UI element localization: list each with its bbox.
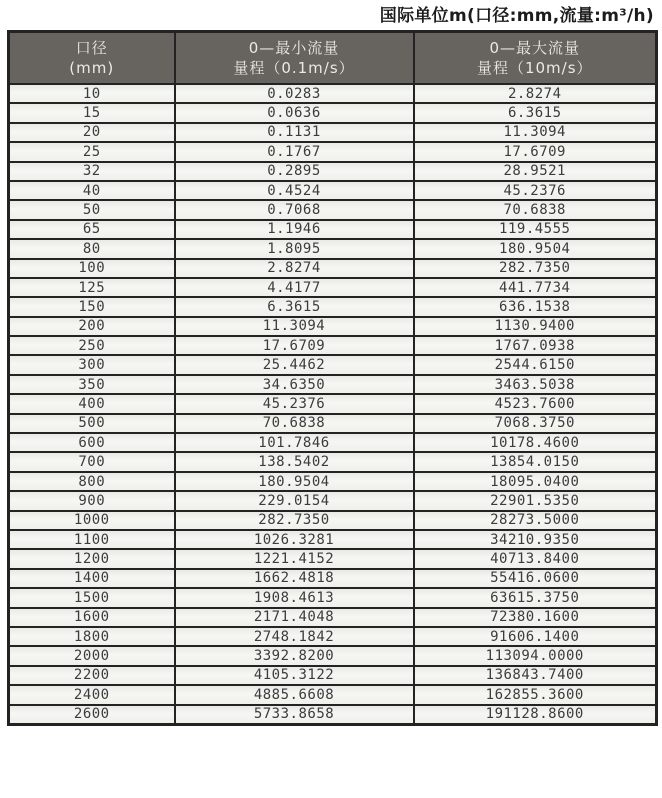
diameter-cell: 100 <box>9 259 175 278</box>
table-row <box>9 569 657 588</box>
max-flow-cell: 45.2376 <box>414 181 657 200</box>
min-flow-cell: 282.7350 <box>175 511 414 530</box>
table-row <box>9 414 657 433</box>
table-row <box>9 239 657 258</box>
min-flow-cell: 5733.8658 <box>175 705 414 725</box>
diameter-cell: 700 <box>9 452 175 471</box>
table-row <box>9 317 657 336</box>
max-flow-cell: 4523.7600 <box>414 394 657 413</box>
max-flow-cell: 3463.5038 <box>414 375 657 394</box>
table-row <box>9 336 657 355</box>
max-flow-cell: 63615.3750 <box>414 588 657 607</box>
diameter-cell: 2000 <box>9 646 175 665</box>
col-header-min-flow-line2: 量程（0.1m/s） <box>233 59 355 77</box>
min-flow-cell: 4105.3122 <box>175 666 414 685</box>
header-row <box>9 32 657 85</box>
max-flow-cell: 2.8274 <box>414 84 657 103</box>
table-row <box>9 123 657 142</box>
max-flow-cell: 40713.8400 <box>414 549 657 568</box>
diameter-cell: 400 <box>9 394 175 413</box>
min-flow-cell: 17.6709 <box>175 336 414 355</box>
col-header-diameter-line1: 口径 <box>75 38 108 57</box>
max-flow-cell: 1767.0938 <box>414 336 657 355</box>
max-flow-cell: 55416.0600 <box>414 569 657 588</box>
col-header-diameter-line2: (mm) <box>69 59 115 77</box>
min-flow-cell: 0.2895 <box>175 162 414 181</box>
max-flow-cell: 162855.3600 <box>414 685 657 704</box>
max-flow-cell: 441.7734 <box>414 278 657 297</box>
max-flow-cell: 72380.1600 <box>414 608 657 627</box>
diameter-cell: 1000 <box>9 511 175 530</box>
diameter-cell: 15 <box>9 103 175 122</box>
max-flow-cell: 180.9504 <box>414 239 657 258</box>
diameter-cell: 1200 <box>9 549 175 568</box>
max-flow-cell: 13854.0150 <box>414 452 657 471</box>
diameter-cell: 1800 <box>9 627 175 646</box>
col-header-max-flow-line2: 量程（10m/s） <box>476 59 593 77</box>
table-row <box>9 685 657 704</box>
max-flow-cell: 113094.0000 <box>414 646 657 665</box>
diameter-cell: 2400 <box>9 685 175 704</box>
min-flow-cell: 138.5402 <box>175 452 414 471</box>
diameter-cell: 600 <box>9 433 175 452</box>
max-flow-cell: 18095.0400 <box>414 472 657 491</box>
diameter-cell: 1600 <box>9 608 175 627</box>
diameter-cell: 80 <box>9 239 175 258</box>
diameter-cell: 250 <box>9 336 175 355</box>
diameter-cell: 20 <box>9 123 175 142</box>
max-flow-cell: 28.9521 <box>414 162 657 181</box>
min-flow-cell: 25.4462 <box>175 355 414 374</box>
diameter-cell: 1100 <box>9 530 175 549</box>
max-flow-cell: 191128.8600 <box>414 705 657 725</box>
min-flow-cell: 4.4177 <box>175 278 414 297</box>
table-row <box>9 375 657 394</box>
max-flow-cell: 70.6838 <box>414 200 657 219</box>
col-header-min-flow <box>175 32 414 85</box>
min-flow-cell: 229.0154 <box>175 491 414 510</box>
min-flow-cell: 70.6838 <box>175 414 414 433</box>
max-flow-cell: 34210.9350 <box>414 530 657 549</box>
page-title: 国际单位m(口径:mm,流量:m³/h) <box>379 6 654 26</box>
table-row <box>9 200 657 219</box>
max-flow-cell: 22901.5350 <box>414 491 657 510</box>
max-flow-cell: 10178.4600 <box>414 433 657 452</box>
min-flow-cell: 6.3615 <box>175 297 414 316</box>
diameter-cell: 800 <box>9 472 175 491</box>
min-flow-cell: 1908.4613 <box>175 588 414 607</box>
min-flow-cell: 34.6350 <box>175 375 414 394</box>
table-row <box>9 433 657 452</box>
diameter-cell: 150 <box>9 297 175 316</box>
col-header-diameter <box>9 32 175 85</box>
min-flow-cell: 0.7068 <box>175 200 414 219</box>
table-row <box>9 472 657 491</box>
diameter-cell: 25 <box>9 142 175 161</box>
min-flow-cell: 4885.6608 <box>175 685 414 704</box>
table-body <box>9 84 657 724</box>
min-flow-cell: 2171.4048 <box>175 608 414 627</box>
flow-range-table <box>7 30 658 726</box>
col-header-max-flow-line1: 0—最大流量 <box>489 38 581 57</box>
table-row <box>9 355 657 374</box>
table-row <box>9 491 657 510</box>
min-flow-cell: 101.7846 <box>175 433 414 452</box>
max-flow-cell: 17.6709 <box>414 142 657 161</box>
table-row <box>9 297 657 316</box>
max-flow-cell: 136843.7400 <box>414 666 657 685</box>
min-flow-cell: 180.9504 <box>175 472 414 491</box>
diameter-cell: 125 <box>9 278 175 297</box>
min-flow-cell: 1.8095 <box>175 239 414 258</box>
table-row <box>9 278 657 297</box>
diameter-cell: 1500 <box>9 588 175 607</box>
diameter-cell: 50 <box>9 200 175 219</box>
min-flow-cell: 2748.1842 <box>175 627 414 646</box>
col-header-max-flow <box>414 32 657 85</box>
table-row <box>9 705 657 725</box>
max-flow-cell: 636.1538 <box>414 297 657 316</box>
table-row <box>9 259 657 278</box>
table-row <box>9 394 657 413</box>
table-row <box>9 181 657 200</box>
table-row <box>9 646 657 665</box>
max-flow-cell: 11.3094 <box>414 123 657 142</box>
min-flow-cell: 0.0283 <box>175 84 414 103</box>
min-flow-cell: 0.4524 <box>175 181 414 200</box>
col-header-min-flow-line1: 0—最小流量 <box>248 38 340 57</box>
min-flow-cell: 1026.3281 <box>175 530 414 549</box>
max-flow-cell: 6.3615 <box>414 103 657 122</box>
min-flow-cell: 0.0636 <box>175 103 414 122</box>
min-flow-cell: 45.2376 <box>175 394 414 413</box>
min-flow-cell: 3392.8200 <box>175 646 414 665</box>
min-flow-cell: 0.1767 <box>175 142 414 161</box>
table-row <box>9 530 657 549</box>
table-row <box>9 84 657 103</box>
max-flow-cell: 28273.5000 <box>414 511 657 530</box>
max-flow-cell: 119.4555 <box>414 220 657 239</box>
diameter-cell: 300 <box>9 355 175 374</box>
diameter-cell: 500 <box>9 414 175 433</box>
table-row <box>9 666 657 685</box>
max-flow-cell: 7068.3750 <box>414 414 657 433</box>
table-row <box>9 588 657 607</box>
diameter-cell: 1400 <box>9 569 175 588</box>
table-row <box>9 103 657 122</box>
diameter-cell: 65 <box>9 220 175 239</box>
min-flow-cell: 2.8274 <box>175 259 414 278</box>
table-row <box>9 549 657 568</box>
table-row <box>9 511 657 530</box>
diameter-cell: 900 <box>9 491 175 510</box>
diameter-cell: 200 <box>9 317 175 336</box>
table-row <box>9 162 657 181</box>
table-row <box>9 220 657 239</box>
table-row <box>9 142 657 161</box>
max-flow-cell: 91606.1400 <box>414 627 657 646</box>
table-row <box>9 627 657 646</box>
table-row <box>9 452 657 471</box>
min-flow-cell: 1.1946 <box>175 220 414 239</box>
max-flow-cell: 1130.9400 <box>414 317 657 336</box>
max-flow-cell: 282.7350 <box>414 259 657 278</box>
table-header <box>9 32 657 85</box>
min-flow-cell: 0.1131 <box>175 123 414 142</box>
diameter-cell: 10 <box>9 84 175 103</box>
min-flow-cell: 1662.4818 <box>175 569 414 588</box>
diameter-cell: 2200 <box>9 666 175 685</box>
diameter-cell: 350 <box>9 375 175 394</box>
table-row <box>9 608 657 627</box>
min-flow-cell: 11.3094 <box>175 317 414 336</box>
diameter-cell: 2600 <box>9 705 175 725</box>
diameter-cell: 40 <box>9 181 175 200</box>
min-flow-cell: 1221.4152 <box>175 549 414 568</box>
diameter-cell: 32 <box>9 162 175 181</box>
max-flow-cell: 2544.6150 <box>414 355 657 374</box>
